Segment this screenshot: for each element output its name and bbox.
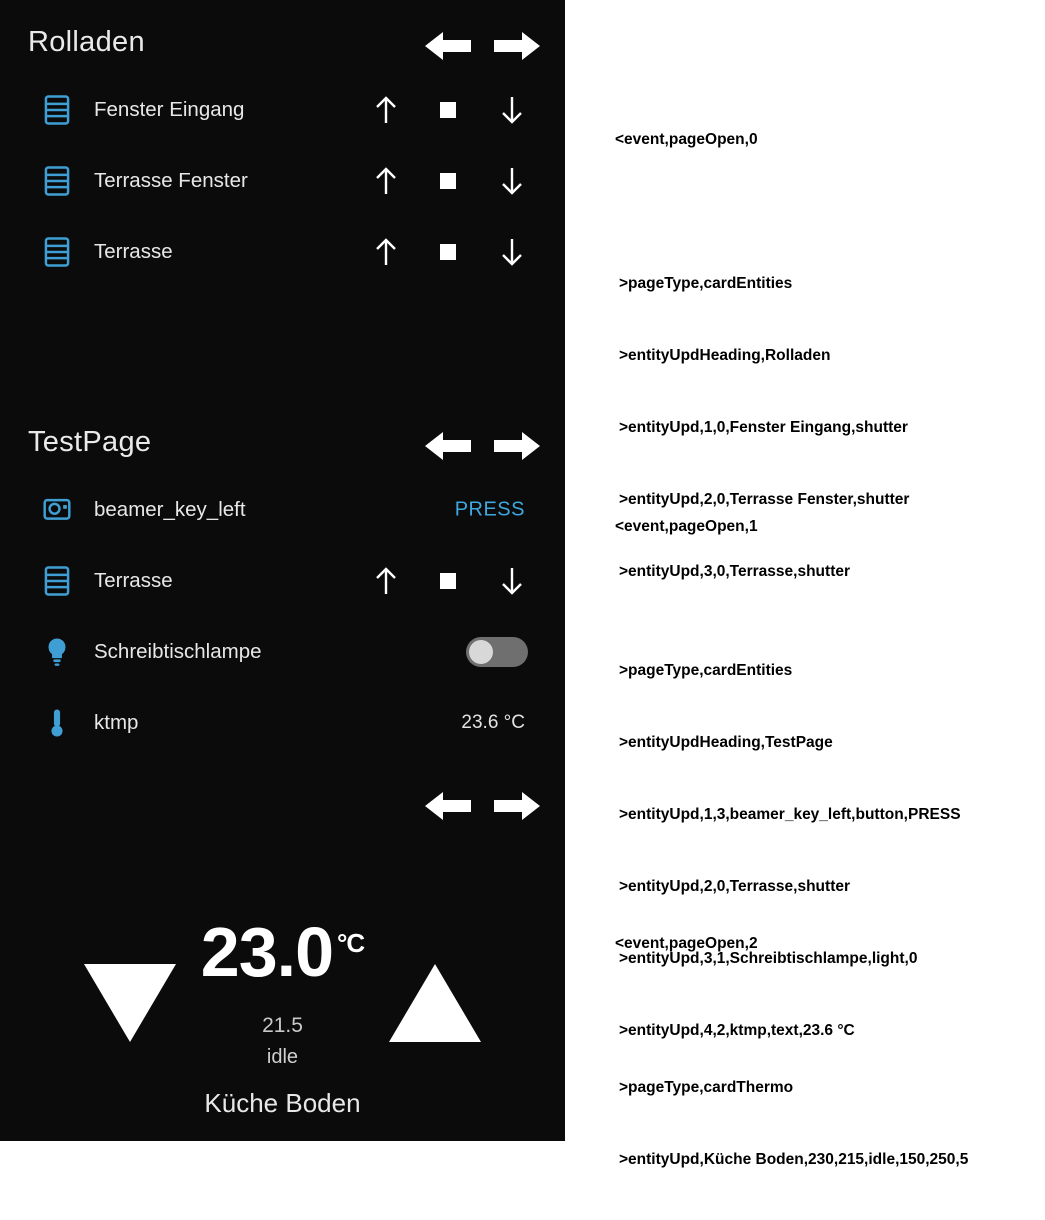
- log-line: >entityUpdHeading,Rolladen: [619, 347, 831, 364]
- current-temperature: [0, 912, 565, 992]
- entity-row-3: [0, 216, 565, 287]
- prev-page-arrow[interactable]: [425, 788, 471, 824]
- log-spacer: [615, 1004, 968, 1028]
- shutter-up-button[interactable]: [369, 93, 403, 127]
- page-thermo: [0, 760, 565, 1141]
- shutter-up-button[interactable]: [369, 235, 403, 269]
- shutter-stop-button[interactable]: [431, 564, 465, 598]
- page-header-testpage: [0, 400, 565, 474]
- log-event: <event,pageOpen,1: [615, 518, 758, 535]
- shutter-stop-button[interactable]: [431, 164, 465, 198]
- shutter-stop-button[interactable]: [431, 93, 465, 127]
- entity-row-button: [0, 474, 565, 545]
- log-line: >entityUpd,1,0,Fenster Eingang,shutter: [619, 419, 908, 436]
- entity-label: ktmp: [94, 710, 139, 734]
- page-title: Rolladen: [28, 26, 145, 58]
- log-line: >entityUpd,2,0,Terrasse Fenster,shutter: [619, 491, 910, 508]
- press-button[interactable]: PRESS: [454, 498, 525, 520]
- toggle-knob: [469, 640, 493, 664]
- page-header-thermo: [0, 760, 565, 834]
- log-line: >entityUpd,3,1,Schreibtischlampe,light,0: [619, 950, 918, 967]
- entity-row-shutter: [0, 545, 565, 616]
- entity-label: Terrasse Fenster: [94, 168, 248, 192]
- prev-page-arrow[interactable]: [425, 28, 471, 64]
- log-spacer: [615, 587, 961, 611]
- thermometer-icon: [42, 707, 72, 739]
- page-testpage: [0, 400, 565, 760]
- shutter-down-button[interactable]: [495, 93, 529, 127]
- shutter-controls: [369, 164, 529, 198]
- log-spacer: [615, 200, 909, 224]
- thermostat-name: Küche Boden: [204, 1088, 361, 1118]
- entity-value: 23.6 °C: [461, 711, 525, 733]
- page-header-rolladen: [0, 0, 565, 74]
- stop-square-icon: [440, 244, 456, 260]
- log-line: >entityUpd,2,0,Terrasse,shutter: [619, 878, 851, 895]
- shutter-down-button[interactable]: [495, 164, 529, 198]
- log-line: >entityUpd,Küche Boden,230,215,idle,150,250,5: [619, 1151, 969, 1168]
- entity-label: Schreibtischlampe: [94, 639, 262, 663]
- stop-square-icon: [440, 102, 456, 118]
- bulb-icon: [42, 636, 72, 668]
- entity-label: Terrasse: [94, 239, 173, 263]
- shutter-controls: [369, 93, 529, 127]
- shutter-down-button[interactable]: [495, 564, 529, 598]
- log-line: >entityUpdHeading,TestPage: [619, 734, 833, 751]
- log-line: >entityUpd,4,2,ktmp,text,23.6 °C: [619, 1022, 855, 1039]
- next-page-arrow[interactable]: [494, 28, 540, 64]
- next-page-arrow[interactable]: [494, 428, 540, 464]
- entity-row-light: [0, 616, 565, 687]
- log-line: >entityUpd,1,3,beamer_key_left,button,PRESS: [619, 806, 961, 823]
- thermostat-state: idle: [266, 1046, 299, 1068]
- log-event: <event,pageOpen,2: [615, 935, 758, 952]
- temperature-unit: °C: [337, 927, 365, 958]
- prev-page-arrow[interactable]: [425, 428, 471, 464]
- entity-label: Terrasse: [94, 568, 173, 592]
- shutter-controls: [369, 235, 529, 269]
- page-rolladen: [0, 0, 565, 400]
- next-page-arrow[interactable]: [494, 788, 540, 824]
- entity-row-1: [0, 74, 565, 145]
- entity-row-text: [0, 687, 565, 758]
- shutter-up-button[interactable]: [369, 164, 403, 198]
- entity-label: beamer_key_left: [94, 497, 246, 521]
- page-nav-arrows: [425, 28, 540, 68]
- log-line: >pageType,cardEntities: [619, 275, 793, 292]
- target-temperature: 21.5: [262, 1014, 303, 1037]
- shutter-icon: [42, 236, 72, 268]
- page-nav-arrows: [425, 788, 540, 828]
- shutter-controls: [369, 564, 529, 598]
- page-title: TestPage: [28, 426, 152, 458]
- shutter-up-button[interactable]: [369, 564, 403, 598]
- stop-square-icon: [440, 573, 456, 589]
- shutter-icon: [42, 165, 72, 197]
- log-block-2: [615, 884, 968, 1220]
- log-line: >pageType,cardEntities: [619, 662, 793, 679]
- shutter-icon: [42, 565, 72, 597]
- log-event: <event,pageOpen,0: [615, 131, 758, 148]
- projector-icon: [42, 494, 72, 526]
- entity-row-2: [0, 145, 565, 216]
- serial-log-panel: [565, 0, 1045, 1168]
- entity-label: Fenster Eingang: [94, 97, 245, 121]
- shutter-stop-button[interactable]: [431, 235, 465, 269]
- page-nav-arrows: [425, 428, 540, 468]
- shutter-down-button[interactable]: [495, 235, 529, 269]
- log-line: >entityUpd,3,0,Terrasse,shutter: [619, 563, 851, 580]
- log-line: >pageType,cardThermo: [619, 1079, 794, 1096]
- shutter-icon: [42, 94, 72, 126]
- stop-square-icon: [440, 173, 456, 189]
- current-temperature-value: 23.0: [200, 913, 334, 991]
- light-toggle[interactable]: [466, 637, 528, 667]
